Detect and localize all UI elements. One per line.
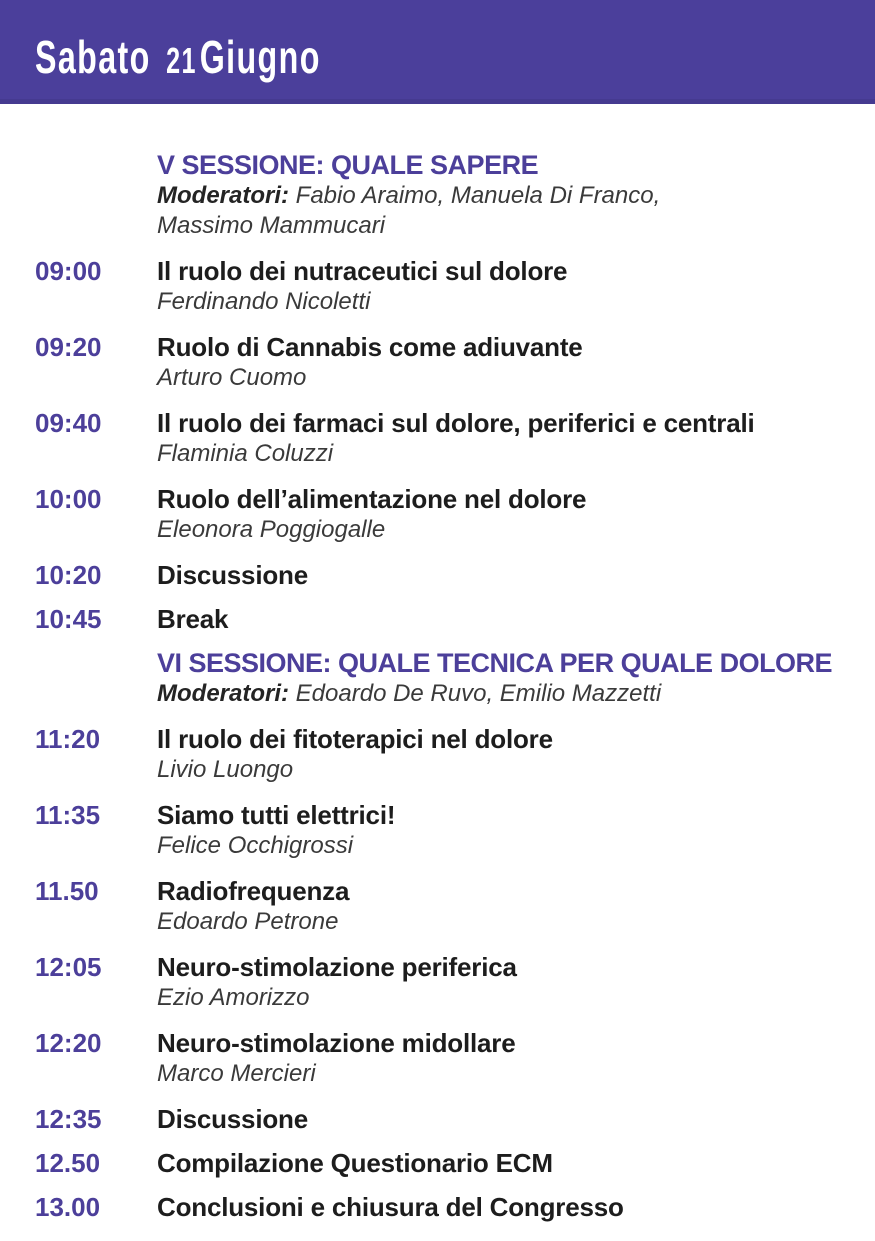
talk-row: [35, 951, 845, 1013]
row-content: [157, 723, 845, 785]
talk-title: Break: [157, 604, 229, 634]
row-content: [157, 1147, 845, 1179]
schedule-list: [0, 104, 875, 1223]
row-content: [157, 647, 845, 709]
talk-row: [35, 723, 845, 785]
talk-title: Il ruolo dei nutraceutici sul dolore: [157, 256, 568, 286]
moderators-line: [157, 181, 702, 241]
agenda-item-row: [35, 1103, 845, 1135]
agenda-item-row: [35, 1147, 845, 1179]
time-label: 12:05: [35, 952, 102, 982]
agenda-item-row: [35, 559, 845, 591]
talk-speaker: Edoardo Petrone: [157, 908, 339, 935]
talk-title: Il ruolo dei fitoterapici nel dolore: [157, 724, 553, 754]
talk-title: Siamo tutti elettrici!: [157, 800, 396, 830]
row-content: [157, 149, 845, 241]
talk-title: Radiofrequenza: [157, 876, 350, 906]
row-content: [157, 951, 845, 1013]
time-label: 11:35: [35, 800, 101, 830]
talk-row: [35, 331, 845, 393]
talk-speaker: Flaminia Coluzzi: [157, 440, 334, 467]
talk-row: [35, 255, 845, 317]
talk-title: Ruolo di Cannabis come adiuvante: [157, 332, 583, 362]
talk-row: [35, 1027, 845, 1089]
time-label: 12.50: [35, 1148, 101, 1178]
row-content: [157, 255, 845, 317]
row-content: [157, 331, 845, 393]
talk-title: Discussione: [157, 560, 308, 590]
time-label: 09:40: [35, 408, 102, 438]
time-label: 11:20: [35, 724, 101, 754]
talk-speaker: Ferdinando Nicoletti: [157, 288, 371, 315]
row-content: [157, 559, 845, 591]
time-label: 11.50: [35, 876, 99, 906]
talk-title: Discussione: [157, 1104, 308, 1134]
row-content: [157, 483, 845, 545]
row-content: [157, 407, 845, 469]
time-label: 10:00: [35, 484, 102, 514]
talk-row: [35, 799, 845, 861]
row-content: [157, 1103, 845, 1135]
talk-title: Conclusioni e chiusura del Congresso: [157, 1192, 624, 1222]
agenda-item-row: [35, 603, 845, 635]
talk-row: [35, 875, 845, 937]
talk-speaker: Arturo Cuomo: [157, 364, 307, 391]
banner-month: Giugno: [199, 30, 321, 83]
banner-date-number: 21: [166, 40, 197, 81]
row-content: [157, 875, 845, 937]
talk-row: [35, 407, 845, 469]
session-header-row: [35, 647, 845, 709]
banner-day: Sabato: [35, 30, 151, 83]
moderators-names: Edoardo De Ruvo, Emilio Mazzetti: [295, 680, 662, 707]
time-label: 10:45: [35, 604, 102, 634]
time-label: 09:20: [35, 332, 102, 362]
talk-row: [35, 483, 845, 545]
row-content: [157, 1191, 845, 1223]
time-label: 09:00: [35, 256, 102, 286]
time-label: 13.00: [35, 1192, 101, 1222]
talk-speaker: Eleonora Poggiogalle: [157, 516, 386, 543]
talk-speaker: Marco Mercieri: [157, 1060, 316, 1087]
time-label: 12:35: [35, 1104, 102, 1134]
talk-title: Il ruolo dei farmaci sul dolore, periferici e centrali: [157, 408, 755, 438]
session-title: V SESSIONE: QUALE SAPERE: [157, 150, 539, 180]
day-banner: [0, 0, 875, 104]
talk-title: Neuro-stimolazione midollare: [157, 1028, 516, 1058]
time-label: 10:20: [35, 560, 102, 590]
time-label: 12:20: [35, 1028, 102, 1058]
talk-title: Compilazione Questionario ECM: [157, 1148, 553, 1178]
banner-title: [35, 20, 321, 83]
talk-title: Neuro-stimolazione periferica: [157, 952, 517, 982]
talk-title: Ruolo dell’alimentazione nel dolore: [157, 484, 587, 514]
talk-speaker: Ezio Amorizzo: [157, 984, 310, 1011]
talk-speaker: Felice Occhigrossi: [157, 832, 354, 859]
moderators-names: Fabio Araimo, Manuela Di Franco, Massimo Mammucari: [157, 182, 661, 239]
row-content: [157, 799, 845, 861]
row-content: [157, 603, 845, 635]
moderators-label: Moderatori:: [157, 182, 289, 209]
session-header-row: [35, 149, 845, 241]
row-content: [157, 1027, 845, 1089]
moderators-label: Moderatori:: [157, 680, 289, 707]
talk-speaker: Livio Luongo: [157, 756, 294, 783]
agenda-item-row: [35, 1191, 845, 1223]
session-title: VI SESSIONE: QUALE TECNICA PER QUALE DOLORE: [157, 648, 833, 678]
moderators-line: [157, 679, 702, 709]
